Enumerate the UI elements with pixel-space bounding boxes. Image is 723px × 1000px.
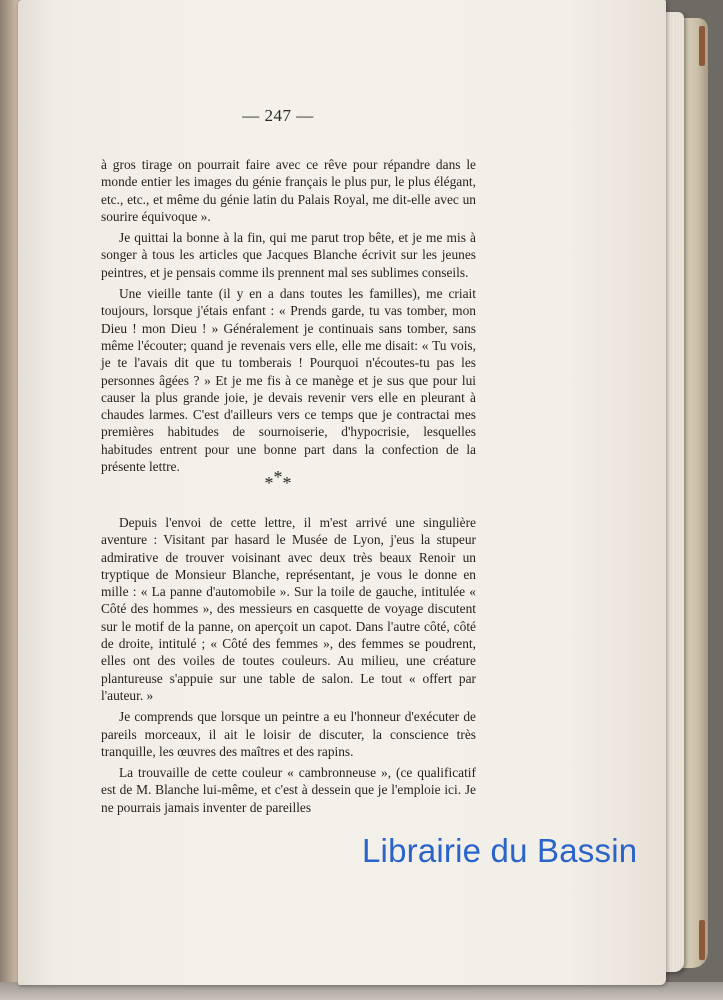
paragraph: Depuis l'envoi de cette lettre, il m'est arrivé une singulière aventure : Visitant par hasard le Musée de Lyon, j'eus la stupeur admirative de trouver voisinant avec deux très beaux Renoir un tryptique de Monsieur Blanche, représentant, je vous le donne en mille : « La panne d'automobile ». Sur la toile de gauche, intitulée « Côté des hommes », des messieurs en casquette de voyage discutent sur le motif de la panne, on aperçoit un capot. Dans l'autre côté, côté de droite, intitulé ; « Côté des femmes », des femmes se poudrent, elles ont des voiles de toutes couleurs. Au milieu, une créature plantureuse s'appuie sur une table de salon. Le tout « offert par l'auteur. » [101, 515, 476, 703]
text-block-bottom [101, 514, 476, 820]
asterism-separator [258, 467, 298, 493]
asterism-star: * [264, 473, 274, 493]
asterism-star: * [273, 467, 283, 487]
paragraph: La trouvaille de cette couleur « cambronneuse », (ce qualificatif est de M. Blanche lui-même, et c'est à dessein que je l'emploie ici. Je ne pourrais jamais inventer de pareilles [101, 765, 476, 815]
text-block-top [101, 156, 476, 479]
bookseller-watermark: Librairie du Bassin [362, 832, 638, 869]
page-number: — 247 — [242, 106, 314, 125]
paragraph: Une vieille tante (il y en a dans toutes les familles), me criait toujours, lorsque j'étais enfant : « Prends garde, tu vas tomber, mon Dieu ! mon Dieu ! » Généralement je continuais sans tomber, sans même l'écouter; quand je revenais vers elle, elle me disait: « Tu vois, je te l'avais dit que tu tomberais ! Pourquoi n'écoutes-tu pas les personnes âgées ? » Et je me fis à ce manège et je sus que pour lui causer la plus grande joie, je devais revenir vers elle en pleurant à chaudes larmes. C'est d'ailleurs vers ce temps que je contractai mes premières habitudes de sournoiserie, d'hypocrisie, lesquelles habitudes entrent pour une bonne part dans la confection de la présente lettre. [101, 286, 476, 475]
paragraph: Je quittai la bonne à la fin, qui me parut trop bête, et je me mis à songer à tous les articles que Jacques Blanche écrivit sur les jeunes peintres, et je pensais comme ils prennent mal ses sublimes conseils. [101, 230, 476, 280]
paragraph: Je comprends que lorsque un peintre a eu l'honneur d'exécuter de pareils morceaux, il ait le loisir de discuter, la conscience très tranquille, les œuvres des maîtres et des rapins. [101, 709, 476, 759]
paragraph: à gros tirage on pourrait faire avec ce rêve pour répandre dans le monde entier les images du génie français le plus pur, le plus élégant, etc., etc., et même du génie latin du Palais Royal, me dit-elle avec un sourire équivoque ». [101, 157, 476, 224]
asterism-star: * [282, 473, 292, 493]
